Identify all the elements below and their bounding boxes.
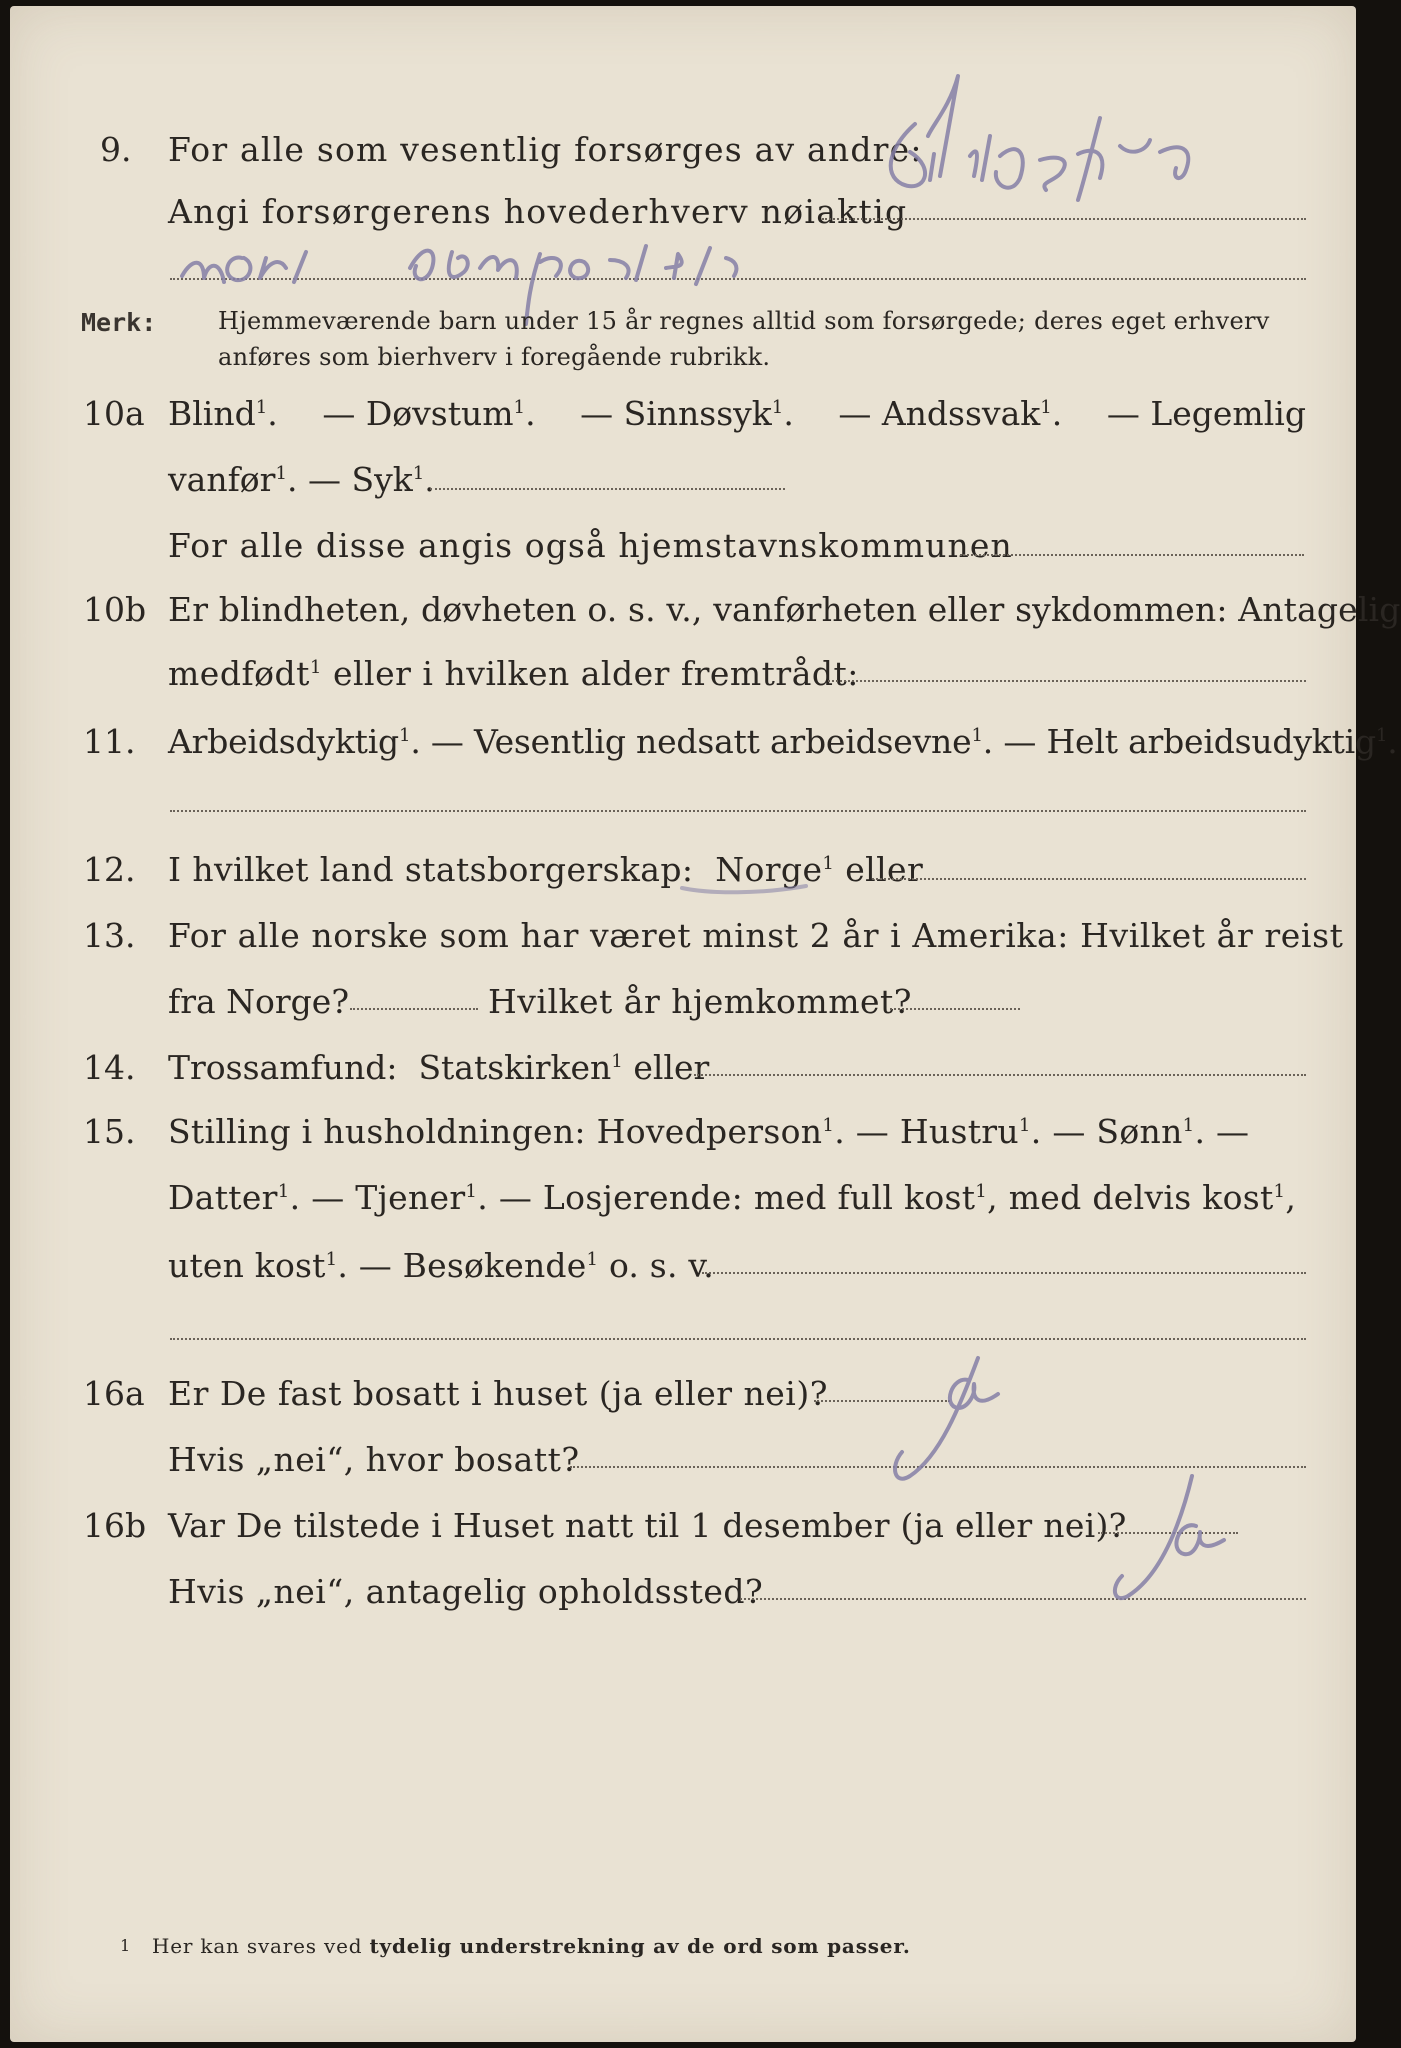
q16b-line1: Var De tilstede i Huset natt til 1 desember (ja eller nei)? bbox=[168, 1506, 1127, 1545]
q16a-number: 16a bbox=[83, 1374, 145, 1413]
q11-arbeidsdyktig: Arbeidsdyktig bbox=[168, 722, 399, 761]
q9-line1: For alle som vesentlig forsørges av andre: bbox=[168, 130, 923, 169]
q10a-vanfor: vanfør bbox=[168, 460, 276, 499]
q16b-number: 16b bbox=[83, 1506, 147, 1545]
census-form-page bbox=[10, 6, 1401, 2042]
q10a-line3: For alle disse angis også hjemstavnskommunen bbox=[168, 526, 1013, 565]
q13-line1: For alle norske som har været minst 2 år i Amerika: Hvilket år reist bbox=[168, 916, 1344, 955]
q16b-handwritten-answer bbox=[10, 6, 1356, 1626]
q15-line3: uten kost$^1$. — Besøkende$^1$ o. s. v. bbox=[168, 1246, 714, 1285]
q10a-line2: vanfør$^1$. — Syk$^1$. bbox=[168, 460, 435, 499]
q9-number: 9. bbox=[100, 130, 132, 169]
q10a-blind: Blind$^1$. bbox=[168, 394, 278, 433]
q10b-number: 10b bbox=[83, 590, 147, 629]
q12-number: 12. bbox=[83, 850, 136, 889]
q14-line1: Trossamfund: Statskirken$^1$ eller bbox=[168, 1048, 710, 1087]
q10b-line1: Er blindheten, døvheten o. s. v., vanførheten eller sykdommen: Antagelig bbox=[168, 590, 1401, 629]
q15-line1: Stilling i husholdningen: Hovedperson$^1$. — Hustru$^1$. — Sønn$^1$. — bbox=[168, 1112, 1250, 1151]
q14-statskirken: Statskirken bbox=[418, 1048, 612, 1087]
q13-reist-label: fra Norge? bbox=[168, 982, 350, 1021]
q10a-dovstum: — Døvstum$^1$. bbox=[322, 394, 536, 433]
q14-number: 14. bbox=[83, 1048, 136, 1087]
q10a-sinnssyk: — Sinnssyk$^1$. bbox=[580, 394, 794, 433]
q11-number: 11. bbox=[83, 722, 136, 761]
q10a-syk: — Syk bbox=[307, 460, 413, 499]
q15-line2: Datter$^1$. — Tjener$^1$. — Losjerende: med full kost$^1$, med delvis kost$^1$, bbox=[168, 1178, 1297, 1217]
merk-label: Merk: bbox=[81, 308, 157, 337]
footnote-marker: 1 bbox=[120, 1936, 131, 1955]
q12-norge: Norge bbox=[715, 850, 823, 889]
q15-number: 15. bbox=[83, 1112, 136, 1151]
footnote-emphasis: tydelig understrekning av de ord som passer. bbox=[369, 1934, 911, 1958]
q16a-line2: Hvis „nei“, hvor bosatt? bbox=[168, 1440, 580, 1479]
q11-nedsatt: . — Vesentlig nedsatt arbeidsevne bbox=[410, 722, 972, 761]
q9-line2: Angi forsørgerens hovederhverv nøiaktig bbox=[168, 192, 908, 231]
merk-line1: Hjemmeværende barn under 15 år regnes alltid som forsørgede; deres eget erhverv bbox=[218, 307, 1270, 335]
q10a-legemlig: — Legemlig bbox=[1106, 394, 1306, 433]
q10a-andssvak: — Andssvak$^1$. bbox=[838, 394, 1063, 433]
q13-hjemkommet-label: Hvilket år hjemkommet? bbox=[488, 982, 912, 1021]
q16b-line2: Hvis „nei“, antagelig opholdssted? bbox=[168, 1572, 764, 1611]
q11-udyktig: . — Helt arbeidsudyktig bbox=[982, 722, 1376, 761]
q12-line1: I hvilket land statsborgerskap: Norge$^1$ eller bbox=[168, 850, 924, 889]
q11-line1: Arbeidsdyktig$^1$. — Vesentlig nedsatt arbeidsevne$^1$. — Helt arbeidsudyktig$^1$. bbox=[168, 722, 1398, 761]
footnote-text: Her kan svares ved tydelig understrekning av de ord som passer. bbox=[152, 1934, 911, 1958]
q10a-number: 10a bbox=[83, 394, 145, 433]
merk-line2: anføres som bierhverv i foregående rubrikk. bbox=[218, 343, 771, 371]
q10b-line2: medfødt$^1$ eller i hvilken alder fremtrådt: bbox=[168, 654, 859, 693]
q13-number: 13. bbox=[83, 916, 136, 955]
q16a-line1: Er De fast bosatt i huset (ja eller nei)? bbox=[168, 1374, 828, 1413]
